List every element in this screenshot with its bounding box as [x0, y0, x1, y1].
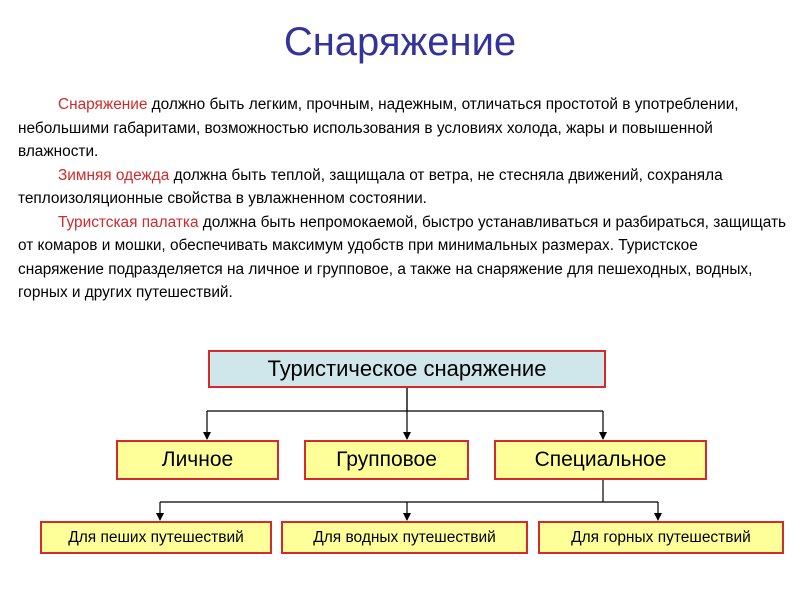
paragraph-tent-text: должна быть непромокаемой, быстро устанавливаться и разбираться, защищать от комаров и мошки, обеспечивать максимум удобств при минимальных размерах. Туристское снаряжение подразделяется на личное и групповое, а также на снаряжение для пешеходных, водных, горных и других путешествий. [18, 213, 787, 301]
paragraph-equipment-text: должно быть легким, прочным, надежным, отличаться простотой в употреблении, небольшими габаритами, возможностью использования в условиях холода, жары и повышенной влажности. [18, 96, 739, 160]
node-group: Групповое [304, 440, 469, 480]
node-water-trips: Для водных путешествий [281, 521, 528, 554]
paragraph-winter-clothing-text: должна быть теплой, защищала от ветра, не стесняла движений, сохраняла теплоизоляционные свойства в увлажненном состоянии. [18, 166, 723, 207]
node-tourist-equipment: Туристическое снаряжение [208, 350, 606, 388]
term-winter-clothing: Зимняя одежда [58, 166, 170, 184]
node-personal: Личное [116, 440, 279, 480]
term-tent: Туристская палатка [58, 213, 199, 231]
node-mountain-trips: Для горных путешествий [538, 521, 784, 554]
slide-title: Снаряжение [283, 20, 517, 64]
node-special: Специальное [494, 440, 707, 480]
node-hiking-trips: Для пеших путешествий [40, 521, 272, 554]
term-equipment: Снаряжение [58, 96, 148, 113]
